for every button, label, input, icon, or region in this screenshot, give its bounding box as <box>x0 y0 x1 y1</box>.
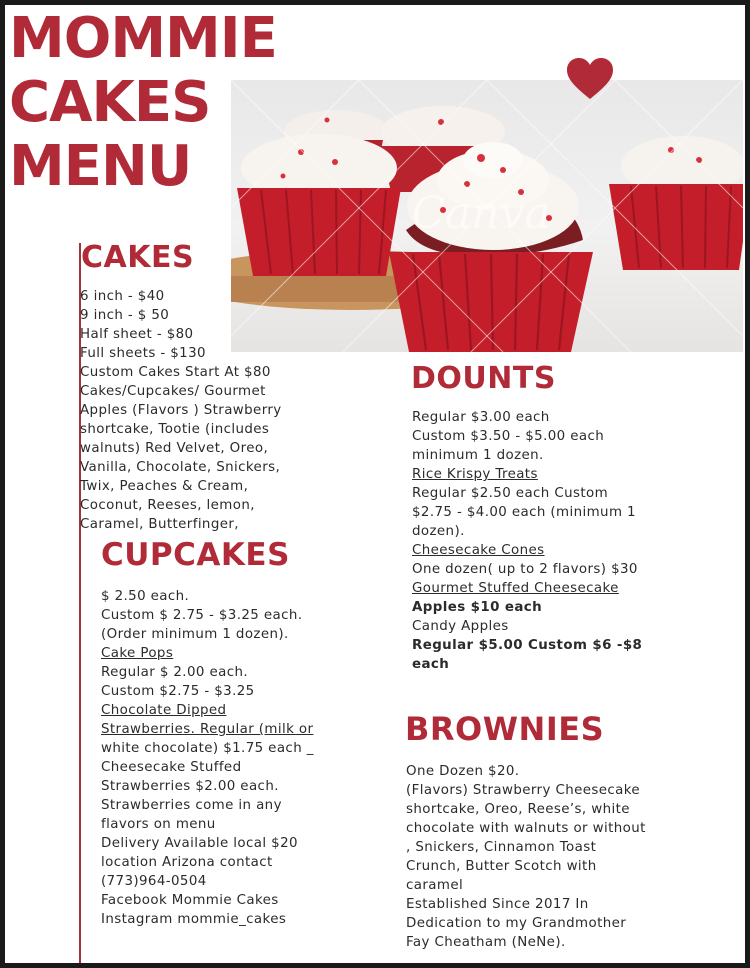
heart-icon <box>565 57 615 101</box>
donuts-subheading: Rice Krispy Treats <box>412 467 538 482</box>
cupcakes-line: Custom $2.75 - $3.25 <box>101 684 255 699</box>
cupcakes-line: (Order minimum 1 dozen). <box>101 627 289 642</box>
canva-watermark: Canva <box>411 188 551 239</box>
cupcakes-line: Custom $ 2.75 - $3.25 each. <box>101 608 303 623</box>
cakes-line: Apples (Flavors ) Strawberry <box>80 403 282 418</box>
donuts-line: Apples $10 each <box>412 600 543 615</box>
menu-title <box>9 7 277 199</box>
donuts-list <box>412 408 642 674</box>
donuts-line: Candy Apples <box>412 619 509 634</box>
cakes-line: shortcake, Tootie (includes <box>80 422 270 437</box>
cupcakes-line: $ 2.50 each. <box>101 589 190 604</box>
cakes-line: Half sheet - $80 <box>80 327 194 342</box>
cupcakes-line: Facebook Mommie Cakes <box>101 893 279 908</box>
brownies-line: Crunch, Butter Scotch with <box>406 859 597 874</box>
cupcakes-line: Instagram mommie_cakes <box>101 912 287 927</box>
donuts-line: One dozen( up to 2 flavors) $30 <box>412 562 638 577</box>
cupcakes-photo <box>231 80 743 352</box>
cakes-line: Vanilla, Chocolate, Snickers, <box>80 460 281 475</box>
title-line: CAKES <box>9 70 211 135</box>
cakes-line: walnuts) Red Velvet, Oreo, <box>80 441 269 456</box>
brownies-line: Dedication to my Grandmother <box>406 916 627 931</box>
cupcakes-line: white chocolate) $1.75 each _ <box>101 741 314 756</box>
donuts-heading: DOUNTS <box>411 361 556 396</box>
cakes-line: Caramel, Butterfinger, <box>80 517 239 532</box>
cupcakes-line: (773)964-0504 <box>101 874 207 889</box>
cupcakes-list <box>101 587 314 929</box>
title-line: MOMMIE <box>9 6 277 71</box>
cakes-line: Twix, Peaches & Cream, <box>80 479 249 494</box>
donuts-line: $2.75 - $4.00 each (minimum 1 <box>412 505 636 520</box>
cupcakes-line: Cheesecake Stuffed <box>101 760 242 775</box>
title-line: MENU <box>9 134 192 199</box>
cakes-line: Coconut, Reeses, lemon, <box>80 498 255 513</box>
cupcakes-heading: CUPCAKES <box>101 537 290 573</box>
brownies-line: Fay Cheatham (NeNe). <box>406 935 566 950</box>
menu-page <box>5 5 745 963</box>
brownies-line: shortcake, Oreo, Reese’s, white <box>406 802 630 817</box>
cakes-heading: CAKES <box>81 240 195 275</box>
donuts-line: each <box>412 657 450 672</box>
cakes-line: Custom Cakes Start At $80 <box>80 365 271 380</box>
brownies-line: , Snickers, Cinnamon Toast <box>406 840 597 855</box>
donuts-line: Regular $2.50 each Custom <box>412 486 609 501</box>
donuts-subheading: Cheesecake Cones <box>412 543 545 558</box>
cupcakes-line: Delivery Available local $20 <box>101 836 298 851</box>
donuts-subheading: Gourmet Stuffed Cheesecake <box>412 581 619 596</box>
cakes-line: 9 inch - $ 50 <box>80 308 170 323</box>
cakes-line: Full sheets - $130 <box>80 346 206 361</box>
donuts-line: Regular $5.00 Custom $6 -$8 <box>412 638 643 653</box>
donuts-line: Custom $3.50 - $5.00 each <box>412 429 605 444</box>
brownies-heading: BROWNIES <box>405 710 605 748</box>
brownies-line: One Dozen $20. <box>406 764 520 779</box>
cakes-line: 6 inch - $40 <box>80 289 165 304</box>
cupcakes-line: Strawberries $2.00 each. <box>101 779 279 794</box>
brownies-line: (Flavors) Strawberry Cheesecake <box>406 783 641 798</box>
brownies-line: caramel <box>406 878 464 893</box>
brownies-list <box>406 762 646 952</box>
brownies-line: chocolate with walnuts or without <box>406 821 646 836</box>
cupcakes-subheading: Cake Pops <box>101 646 174 661</box>
cupcakes-illustration <box>231 80 743 352</box>
donuts-line: minimum 1 dozen. <box>412 448 544 463</box>
cupcakes-line: Strawberries come in any <box>101 798 282 813</box>
cupcakes-line: Regular $ 2.00 each. <box>101 665 249 680</box>
cakes-line: Cakes/Cupcakes/ Gourmet <box>80 384 266 399</box>
donuts-line: dozen). <box>412 524 465 539</box>
cupcakes-line: location Arizona contact <box>101 855 273 870</box>
cupcakes-subheading: Chocolate Dipped <box>101 703 227 718</box>
cupcakes-line: flavors on menu <box>101 817 216 832</box>
donuts-line: Regular $3.00 each <box>412 410 550 425</box>
brownies-line: Established Since 2017 In <box>406 897 589 912</box>
cupcakes-line: Strawberries. Regular (milk or <box>101 722 314 737</box>
